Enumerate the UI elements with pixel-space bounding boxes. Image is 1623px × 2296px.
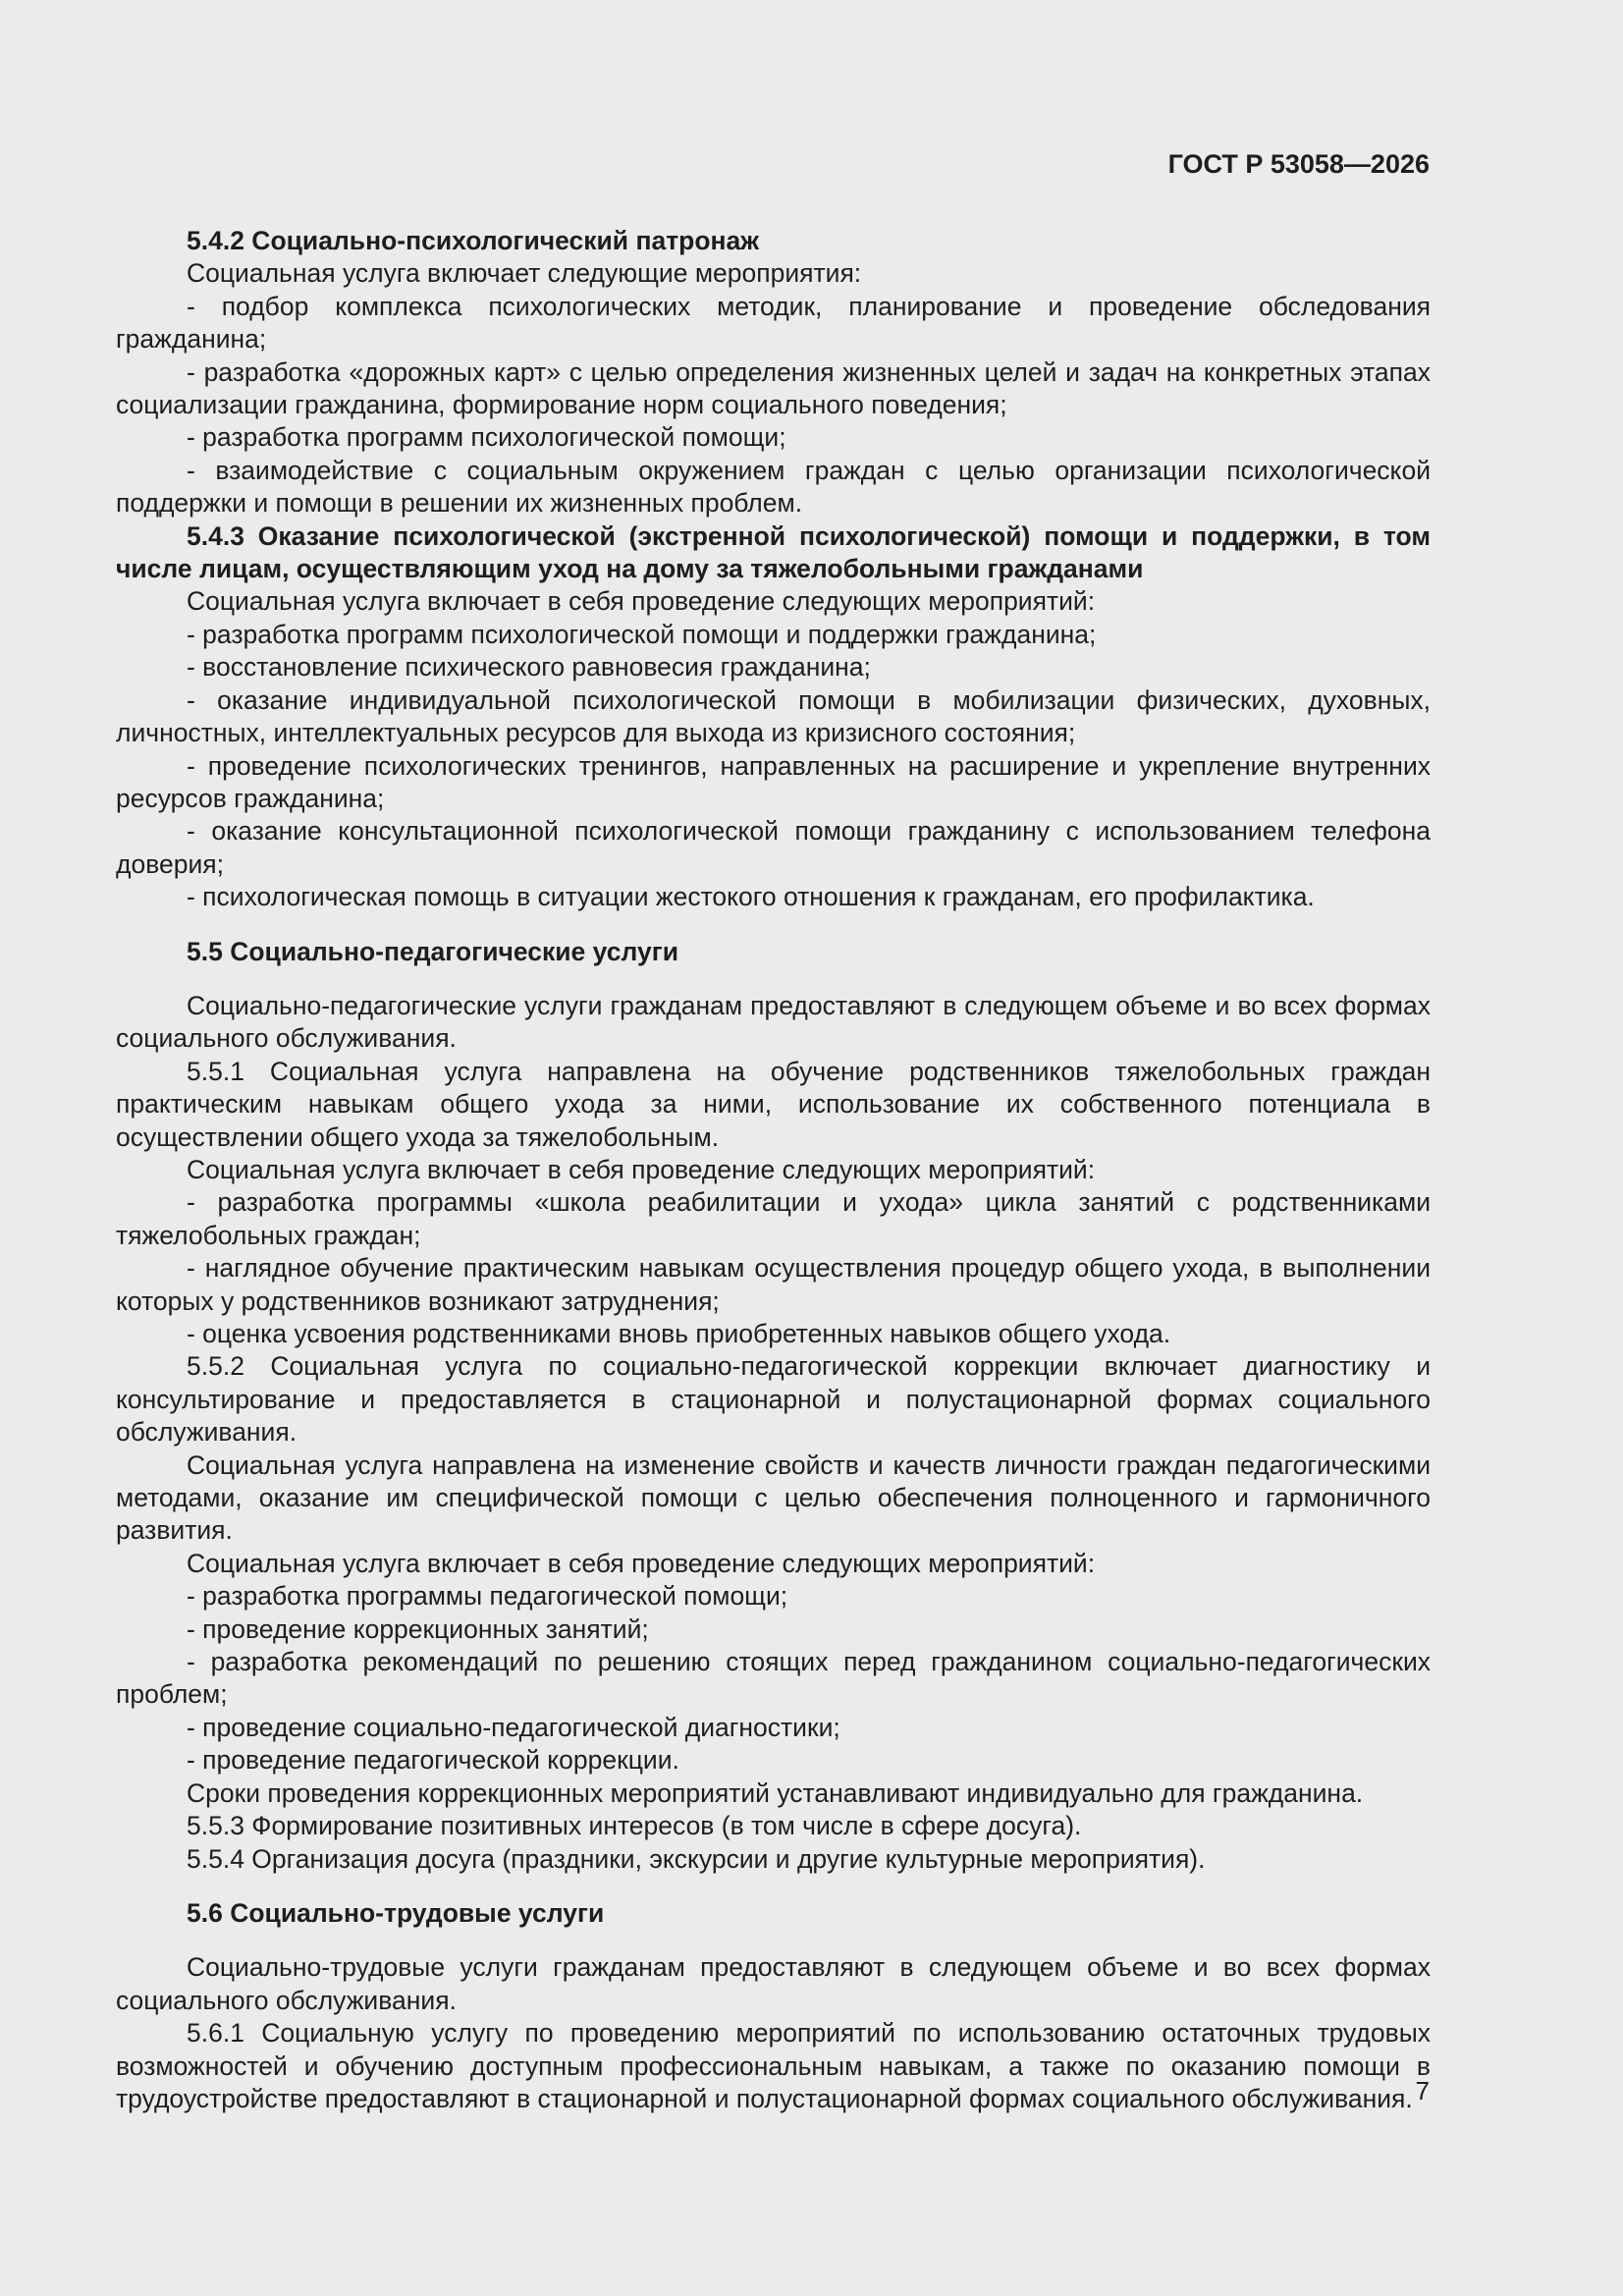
list-item: - подбор комплекса психологических методик, планирование и проведение обследования гражданина; xyxy=(116,291,1431,355)
document-body xyxy=(116,225,1431,2115)
list-item: - разработка программы «школа реабилитации и ухода» цикла занятий с родственниками тяжелобольных граждан; xyxy=(116,1187,1431,1250)
section-heading: 5.6 Социально-трудовые услуги xyxy=(187,1897,605,1928)
paragraph: 5.5.3 Формирование позитивных интересов (в том числе в сфере досуга). xyxy=(187,1811,1082,1841)
list-item: - оценка усвоения родственниками вновь приобретенных навыков общего ухода. xyxy=(187,1319,1171,1348)
list-item: - разработка «дорожных карт» с целью определения жизненных целей и задач на конкретных этапах социализации гражданина, формирование норм социального поведения; xyxy=(116,356,1431,420)
list-item: - оказание консультационной психологической помощи гражданину с использованием телефона доверия; xyxy=(116,816,1431,879)
paragraph: Сроки проведения коррекционных мероприятий устанавливают индивидуально для гражданина. xyxy=(187,1777,1364,1808)
paragraph: 5.5.4 Организация досуга (праздники, экскурсии и другие культурные мероприятия). xyxy=(187,1843,1206,1874)
paragraph: Социальная услуга включает в себя проведение следующих мероприятий: xyxy=(187,586,1096,617)
paragraph: Социально-трудовые услуги гражданам предоставляют в следующем объеме и во всех формах социального обслуживания. xyxy=(116,1952,1431,2015)
paragraph: Социально-педагогические услуги гражданам предоставляют в следующем объеме и во всех формах социального обслуживания. xyxy=(116,990,1431,1054)
subsection-heading: 5.4.3 Оказание психологической (экстренной психологической) помощи и поддержки, в том числе лицам, осуществляющим уход на дому за тяжелобольными гражданами xyxy=(116,520,1431,584)
list-item: - наглядное обучение практическим навыкам осуществления процедур общего ухода, в выполнении которых у родственников возникают затруднения; xyxy=(116,1253,1431,1316)
paragraph: Социальная услуга включает в себя проведение следующих мероприятий: xyxy=(187,1154,1096,1184)
list-item: - разработка рекомендаций по решению стоящих перед гражданином социально-педагогических проблем; xyxy=(116,1647,1431,1710)
subsection-heading: 5.4.2 Социально-психологический патронаж xyxy=(187,226,760,255)
list-item: - оказание индивидуальной психологической помощи в мобилизации физических, духовных, личностных, интеллектуальных ресурсов для выхода из кризисного состояния; xyxy=(116,684,1431,748)
paragraph: 5.5.1 Социальная услуга направлена на обучение родственников тяжелобольных граждан практическим навыкам общего ухода за ними, использование их собственного потенциала в осуществлении общего ухода за тяжелобольным. xyxy=(116,1056,1431,1152)
section-heading: 5.5 Социально-педагогические услуги xyxy=(187,936,679,966)
list-item: - взаимодействие с социальным окружением граждан с целью организации психологической поддержки и помощи в решении их жизненных проблем. xyxy=(116,455,1431,519)
list-item: - психологическая помощь в ситуации жестокого отношения к гражданам, его профилактика. xyxy=(187,882,1315,912)
paragraph: Социальная услуга включает в себя проведение следующих мероприятий: xyxy=(187,1548,1096,1578)
list-item: - разработка программ психологической помощи и поддержки гражданина; xyxy=(187,619,1097,649)
page-number: 7 xyxy=(1415,2076,1430,2105)
paragraph: Социальная услуга включает следующие мероприятия: xyxy=(187,258,862,289)
list-item: - проведение социально-педагогической диагностики; xyxy=(187,1712,840,1742)
paragraph: Социальная услуга направлена на изменение свойств и качеств личности граждан педагогическими методами, оказание им специфической помощи с целью обеспечения полноценного и гармоничного развития. xyxy=(116,1449,1431,1546)
standard-number: ГОСТ Р 53058—2026 xyxy=(1167,149,1430,179)
paragraph: 5.6.1 Социальную услугу по проведению мероприятий по использованию остаточных трудовых возможностей и обучению доступным профессиональным навыкам, а также по оказанию помощи в трудоустройстве предоставляют в стационарной и полустационарной формах социального обслуживания. xyxy=(116,2018,1431,2113)
list-item: - проведение педагогической коррекции. xyxy=(187,1745,679,1776)
list-item: - разработка программ психологической помощи; xyxy=(187,422,786,453)
list-item: - проведение коррекционных занятий; xyxy=(187,1613,649,1644)
paragraph: 5.5.2 Социальная услуга по социально-педагогической коррекции включает диагностику и консультирование и предоставляется в стационарной и полустационарной формах социального обслуживания. xyxy=(116,1351,1431,1448)
list-item: - разработка программы педагогической помощи; xyxy=(187,1581,788,1612)
list-item: - восстановление психического равновесия гражданина; xyxy=(187,652,871,683)
list-item: - проведение психологических тренингов, направленных на расширение и укрепление внутренних ресурсов гражданина; xyxy=(116,750,1431,813)
